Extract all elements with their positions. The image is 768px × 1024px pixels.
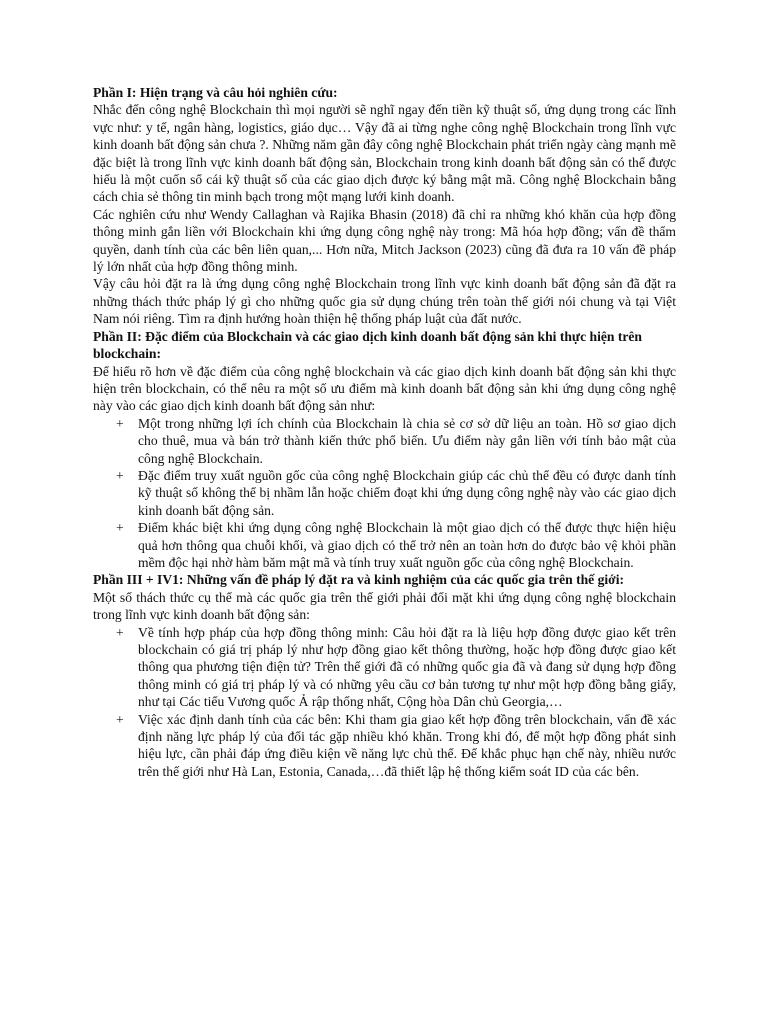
section-3-bullet-list [93,624,676,781]
plus-bullet-icon: + [116,415,124,431]
section-1-paragraph-2: Các nghiên cứu như Wendy Callaghan và Rajika Bhasin (2018) đã chỉ ra những khó khăn của hợp đồng thông minh gắn liền với Blockchain khi ứng dụng công nghệ này trong: Mã hóa hợp đồng; vấn đề thẩm quyền, danh tính của các bên liên quan,... Hơn nữa, Mitch Jackson (2023) cũng đã đưa ra 10 vấn đề pháp lý lớn nhất của hợp đồng thông minh. [93,206,676,275]
list-item [93,415,676,467]
section-2-intro: Để hiểu rõ hơn về đặc điểm của công nghệ blockchain và các giao dịch kinh doanh bất động sản khi thực hiện trên blockchain, có thể nêu ra một số ưu điểm mà kinh doanh bất động sản khi ứng dụng công nghệ này vào các giao dịch kinh doanh bất động sản như: [93,363,676,414]
list-item-text: Điểm khác biệt khi ứng dụng công nghệ Blockchain là một giao dịch có thể được thực hiện hiệu quả hơn thông qua chuỗi khối, và giao dịch có thể trở nên an toàn hơn do được bảo vệ khỏi phần mềm độc hại nhờ hàm băm mật mã và tính truy xuất nguồn gốc của công nghệ Blockchain. [138,520,676,570]
section-3-heading: Phần III + IV1: Những vấn đề pháp lý đặt ra và kinh nghiệm của các quốc gia trên thế giới: [93,572,624,588]
plus-bullet-icon: + [116,467,124,483]
plus-bullet-icon: + [116,624,124,640]
section-1-paragraph-3: Vậy câu hỏi đặt ra là ứng dụng công nghệ Blockchain trong lĩnh vực kinh doanh bất động sản đã đặt ra những thách thức pháp lý gì cho những quốc gia sử dụng chúng trên toàn thế giới nói chung và tại Việt Nam nói riêng. Tìm ra định hướng hoàn thiện hệ thống pháp luật của đất nước. [93,276,676,327]
list-item [93,519,676,571]
list-item-text: Đặc điểm truy xuất nguồn gốc của công nghệ Blockchain giúp các chủ thể đều có được danh tính kỹ thuật số không thể bị nhầm lẫn hoặc chiếm đoạt khi ứng dụng công nghệ này vào các giao dịch kinh doanh bất động sản. [138,467,676,518]
list-item-text: Một trong những lợi ích chính của Blockchain là chia sẻ cơ sở dữ liệu an toàn. Hồ sơ giao dịch cho thuê, mua và bán trở thành kiến thức phổ biến. Ưu điểm này gắn liền với tính bảo mật của công nghệ Blockchain. [138,415,676,466]
section-1-paragraph-1: Nhắc đến công nghệ Blockchain thì mọi người sẽ nghĩ ngay đến tiền kỹ thuật số, ứng dụng trong các lĩnh vực như: y tế, ngân hàng, logistics, giáo dục… Vậy đã ai từng nghe công nghệ Blockchain trong lĩnh vực kinh doanh bất động sản chưa ?. Những năm gần đây công nghệ Blockchain phát triển ngày càng mạnh mẽ đặc biệt là trong lĩnh vực kinh doanh bất động sản, Blockchain trong kinh doanh bất động sản có thể được hiểu là một cuốn sổ cái kỹ thuật số của các giao dịch được ký bằng mật mã. Công nghệ Blockchain bằng cách chia sẻ thông tin minh bạch trong một mạng lưới kinh doanh. [93,102,676,205]
list-item [93,467,676,519]
plus-bullet-icon: + [116,711,124,727]
section-2-bullet-list [93,415,676,572]
list-item [93,711,676,781]
list-item-text: Về tính hợp pháp của hợp đồng thông minh: Câu hỏi đặt ra là liệu hợp đồng được giao kết trên blockchain có giá trị pháp lý như hợp đồng giao kết thông thường, hoặc hợp đồng được giao kết thông qua phương tiện điện tử? Trên thế giới đã có những quốc gia đã và đang sử dụng hợp đồng thông minh có giá trị pháp lý và có những yêu cầu cơ bản tương tự như một hợp đồng bằng giấy, như tại Các tiểu Vương quốc Ả rập thống nhất, Cộng hòa Dân chủ Georgia,… [138,624,676,710]
section-1-heading: Phần I: Hiện trạng và câu hỏi nghiên cứu: [93,85,338,100]
section-3-intro: Một số thách thức cụ thể mà các quốc gia trên thế giới phải đối mặt khi ứng dụng công nghệ blockchain trong lĩnh vực kinh doanh bất động sản: [93,589,676,623]
plus-bullet-icon: + [116,520,124,536]
section-2-heading: Phần II: Đặc điểm của Blockchain và các giao dịch kinh doanh bất động sản khi thực hiện trên blockchain: [93,328,642,362]
list-item-text: Việc xác định danh tính của các bên: Khi tham gia giao kết hợp đồng trên blockchain, vấn đề xác định năng lực pháp lý của đối tác gặp nhiều khó khăn. Trong khi đó, để một hợp đồng phát sinh hiệu lực, cần phải đáp ứng điều kiện về năng lực chủ thể. Để khắc phục hạn chế này, nhiều nước trên thế giới như Hà Lan, Estonia, Canada,…đã thiết lập hệ thống kiểm soát ID của các bên. [138,711,676,779]
list-item [93,624,676,711]
